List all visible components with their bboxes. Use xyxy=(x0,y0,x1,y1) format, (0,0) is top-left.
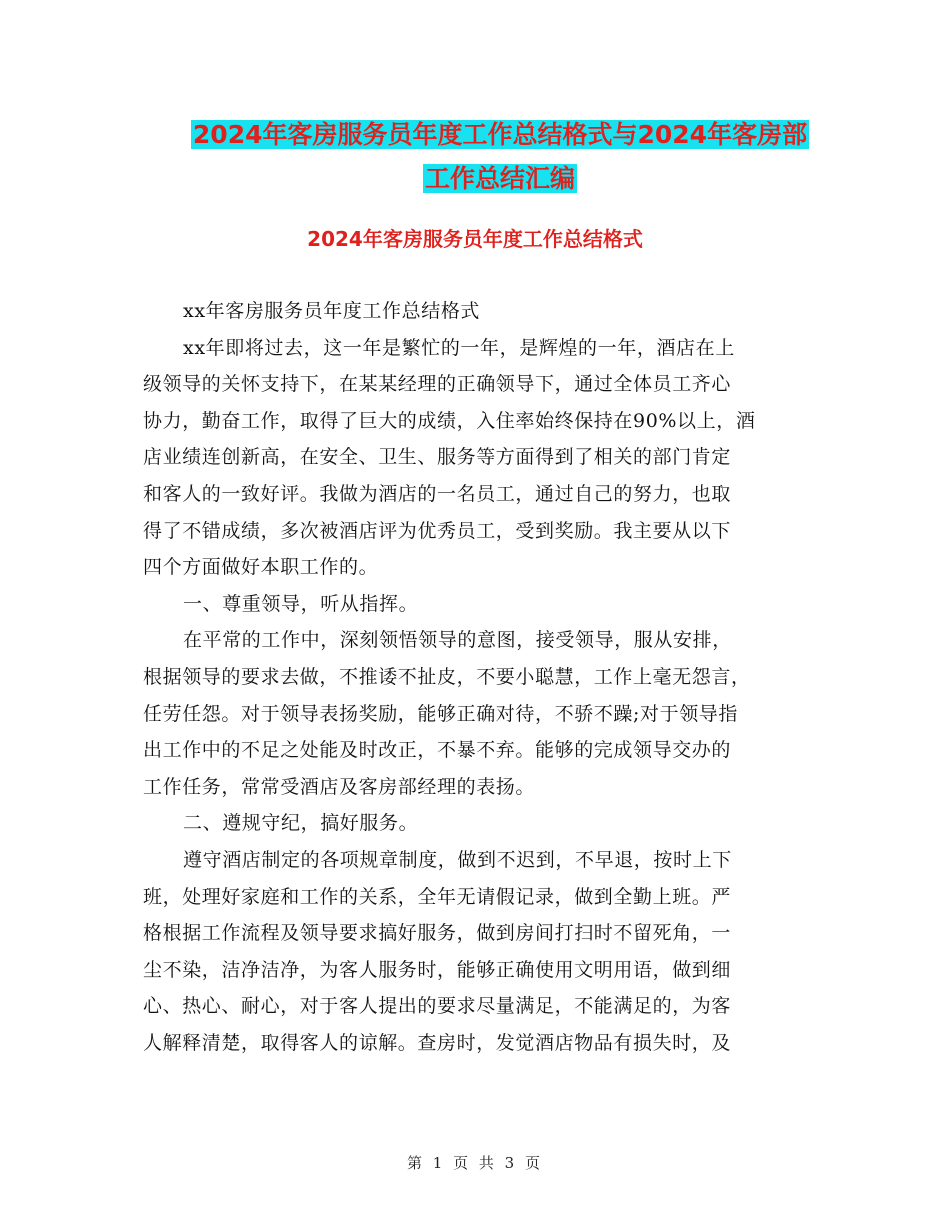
paragraph-line: xx年即将过去，这一年是繁忙的一年，是辉煌的一年，酒店在上 xyxy=(183,336,735,359)
document-title-line-2: 工作总结汇编 xyxy=(424,164,575,193)
page-footer: 第 1 页 共 3 页 xyxy=(407,1154,543,1172)
section-heading: 一、尊重领导，听从指挥。 xyxy=(183,592,419,615)
paragraph-line: 得了不错成绩，多次被酒店评为优秀员工，受到奖励。我主要从以下 xyxy=(143,519,732,542)
paragraph-line: 根据领导的要求去做，不推诿不扯皮，不要小聪慧，工作上毫无怨言， xyxy=(143,665,751,688)
section-title: 2024年客房服务员年度工作总结格式 xyxy=(307,227,643,251)
paragraph-line: 工作任务，常常受酒店及客房部经理的表扬。 xyxy=(143,775,536,798)
paragraph-line: 四个方面做好本职工作的。 xyxy=(143,556,379,579)
paragraph-line: 店业绩连创新高，在安全、卫生、服务等方面得到了相关的部门肯定 xyxy=(143,446,732,469)
document-title xyxy=(120,113,880,201)
paragraph-line: 班，处理好家庭和工作的关系，全年无请假记录，做到全勤上班。严 xyxy=(143,885,732,908)
paragraph-line: 出工作中的不足之处能及时改正，不暴不弃。能够的完成领导交办的 xyxy=(143,739,732,762)
paragraph-line: 任劳任怨。对于领导表扬奖励，能够正确对待，不骄不躁;对于领导指 xyxy=(143,702,739,725)
paragraph-line: 人解释清楚，取得客人的谅解。查房时，发觉酒店物品有损失时，及 xyxy=(143,1031,732,1054)
paragraph-line: xx年客房服务员年度工作总结格式 xyxy=(183,300,481,322)
paragraph-line: 尘不染，洁净洁净，为客人服务时，能够正确使用文明用语，做到细 xyxy=(143,958,732,981)
document-title-line-1: 2024年客房服务员年度工作总结格式与2024年客房部 xyxy=(192,120,808,149)
paragraph-line: 格根据工作流程及领导要求搞好服务，做到房间打扫时不留死角，一 xyxy=(143,922,732,945)
paragraph-line: 在平常的工作中，深刻领悟领导的意图，接受领导，服从安排， xyxy=(183,629,732,652)
paragraph-line: 协力，勤奋工作，取得了巨大的成绩，入住率始终保持在90%以上，酒 xyxy=(143,409,756,432)
paragraph-line: 和客人的一致好评。我做为酒店的一名员工，通过自己的努力，也取 xyxy=(143,482,732,505)
paragraph-line: 遵守酒店制定的各项规章制度，做到不迟到，不早退，按时上下 xyxy=(183,848,732,871)
document-body xyxy=(143,293,808,1061)
paragraph-line: 级领导的关怀支持下，在某某经理的正确领导下，通过全体员工齐心 xyxy=(143,373,732,396)
paragraph-line: 心、热心、耐心，对于客人提出的要求尽量满足，不能满足的，为客 xyxy=(143,995,732,1018)
section-heading: 二、遵规守纪，搞好服务。 xyxy=(183,812,419,835)
